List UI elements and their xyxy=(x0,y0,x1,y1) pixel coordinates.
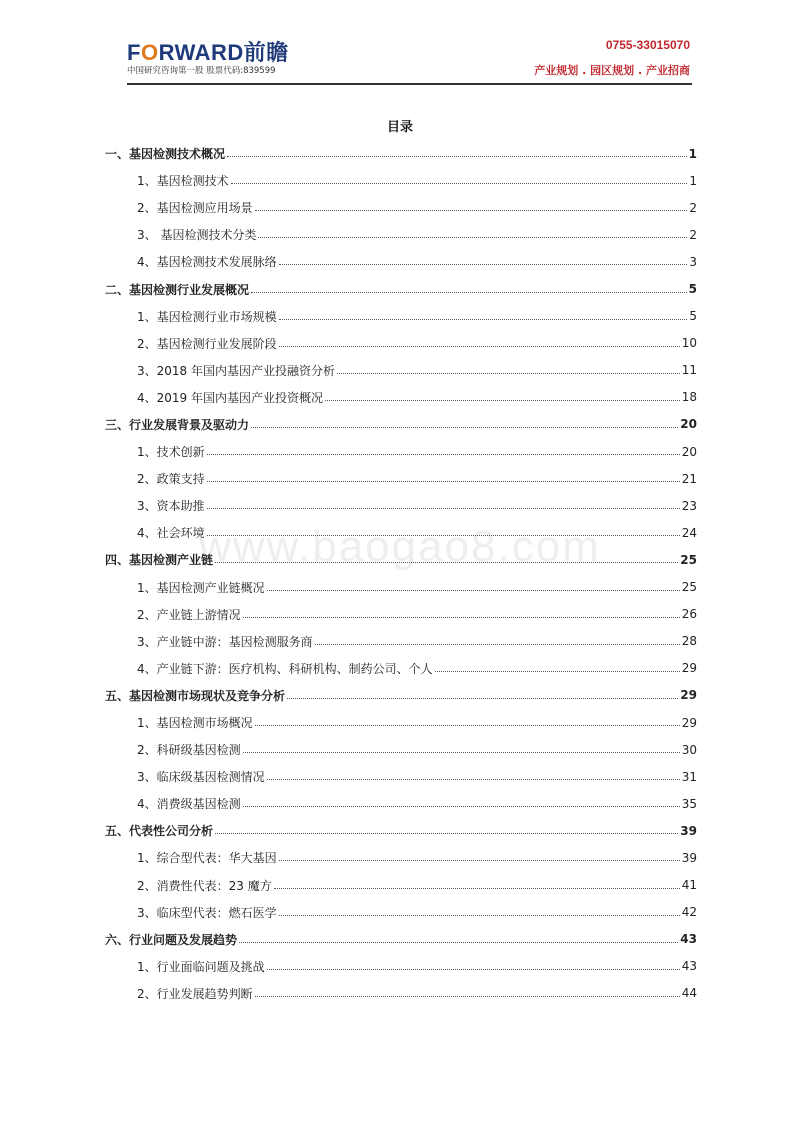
toc-dot-leader xyxy=(227,156,687,157)
toc-page-number: 41 xyxy=(681,878,697,893)
toc-section-entry[interactable] xyxy=(105,628,697,655)
toc-page-number: 42 xyxy=(681,905,697,920)
toc-section-entry[interactable] xyxy=(105,736,697,763)
toc-entry-title: 3、临床型代表：燃石医学 xyxy=(137,905,277,920)
toc-dot-leader xyxy=(315,644,680,645)
toc-entry-title: 1、基因检测市场概况 xyxy=(137,716,253,731)
toc-dot-leader xyxy=(267,779,680,780)
toc-page-number: 21 xyxy=(681,471,697,486)
toc-dot-leader xyxy=(258,237,687,238)
toc-dot-leader xyxy=(435,671,680,672)
toc-dot-leader xyxy=(251,427,678,428)
toc-page-number: 29 xyxy=(681,715,697,730)
toc-dot-leader xyxy=(279,346,680,347)
logo-subtitle: 中国研究咨询第一股 股票代码:839599 xyxy=(127,66,276,76)
toc-dot-leader xyxy=(267,590,680,591)
toc-entry-title: 4、社会环境 xyxy=(137,526,205,541)
toc-dot-leader xyxy=(279,319,688,320)
toc-page-number: 3 xyxy=(689,254,697,269)
toc-section-entry[interactable] xyxy=(105,357,697,384)
table-of-contents xyxy=(105,140,697,1007)
toc-entry-title: 1、基因检测产业链概况 xyxy=(137,580,265,595)
toc-entry-title: 1、综合型代表：华大基因 xyxy=(137,851,277,866)
toc-page-number: 39 xyxy=(681,850,697,865)
toc-page-number: 1 xyxy=(689,173,697,188)
toc-entry-title: 六、行业问题及发展趋势 xyxy=(105,932,238,947)
toc-dot-leader xyxy=(239,942,678,943)
toc-dot-leader xyxy=(279,915,680,916)
toc-dot-leader xyxy=(243,806,680,807)
toc-chapter-entry[interactable] xyxy=(105,140,697,167)
toc-entry-title: 2、产业链上游情况 xyxy=(137,607,241,622)
toc-page-number: 28 xyxy=(681,634,697,649)
toc-section-entry[interactable] xyxy=(105,248,697,275)
toc-page-number: 31 xyxy=(681,769,697,784)
toc-page-number: 2 xyxy=(689,200,697,215)
toc-page-number: 44 xyxy=(681,986,697,1001)
toc-entry-title: 3、临床级基因检测情况 xyxy=(137,770,265,785)
toc-entry-title: 2、行业发展趋势判断 xyxy=(137,986,253,1001)
toc-page-number: 10 xyxy=(681,336,697,351)
toc-dot-leader xyxy=(243,617,680,618)
toc-dot-leader xyxy=(215,833,678,834)
toc-section-entry[interactable] xyxy=(105,953,697,980)
toc-entry-title: 2、科研级基因检测 xyxy=(137,743,241,758)
toc-dot-leader xyxy=(267,969,680,970)
toc-section-entry[interactable] xyxy=(105,465,697,492)
toc-section-entry[interactable] xyxy=(105,790,697,817)
toc-entry-title: 2、基因检测行业发展阶段 xyxy=(137,336,277,351)
toc-chapter-entry[interactable] xyxy=(105,411,697,438)
toc-entry-title: 4、产业链下游：医疗机构、科研机构、制药公司、个人 xyxy=(137,661,433,676)
toc-dot-leader xyxy=(243,752,680,753)
toc-section-entry[interactable] xyxy=(105,167,697,194)
toc-entry-title: 四、基因检测产业链 xyxy=(105,553,214,568)
header-divider xyxy=(127,83,692,85)
toc-entry-title: 2、基因检测应用场景 xyxy=(137,201,253,216)
toc-section-entry[interactable] xyxy=(105,574,697,601)
toc-section-entry[interactable] xyxy=(105,709,697,736)
toc-entry-title: 2、政策支持 xyxy=(137,472,205,487)
toc-dot-leader xyxy=(255,725,680,726)
toc-page-number: 29 xyxy=(680,688,697,703)
toc-chapter-entry[interactable] xyxy=(105,926,697,953)
toc-section-entry[interactable] xyxy=(105,980,697,1007)
toc-page-number: 23 xyxy=(681,498,697,513)
toc-page-number: 35 xyxy=(681,796,697,811)
toc-page-number: 29 xyxy=(681,661,697,676)
toc-section-entry[interactable] xyxy=(105,303,697,330)
toc-section-entry[interactable] xyxy=(105,330,697,357)
toc-page-number: 43 xyxy=(680,932,697,947)
toc-dot-leader xyxy=(279,860,680,861)
toc-entry-title: 3、2018 年国内基因产业投融资分析 xyxy=(137,363,335,378)
toc-dot-leader xyxy=(255,210,688,211)
toc-entry-title: 1、基因检测技术 xyxy=(137,174,229,189)
toc-section-entry[interactable] xyxy=(105,899,697,926)
forward-logo: FORWARD前瞻 xyxy=(127,40,289,65)
toc-section-entry[interactable] xyxy=(105,872,697,899)
toc-entry-title: 三、行业发展背景及驱动力 xyxy=(105,417,250,432)
toc-entry-title: 3、 基因检测技术分类 xyxy=(137,228,257,243)
toc-entry-title: 3、资本助推 xyxy=(137,499,205,514)
toc-entry-title: 3、产业链中游：基因检测服务商 xyxy=(137,634,313,649)
toc-dot-leader xyxy=(207,454,680,455)
toc-page-number: 11 xyxy=(681,363,697,378)
toc-dot-leader xyxy=(215,562,678,563)
toc-chapter-entry[interactable] xyxy=(105,682,697,709)
toc-entry-title: 五、基因检测市场现状及竞争分析 xyxy=(105,688,286,703)
page-header xyxy=(0,0,800,90)
toc-page-number: 25 xyxy=(680,552,697,567)
toc-section-entry[interactable] xyxy=(105,194,697,221)
toc-entry-title: 4、2019 年国内基因产业投资概况 xyxy=(137,390,323,405)
toc-dot-leader xyxy=(207,481,680,482)
toc-entry-title: 4、基因检测技术发展脉络 xyxy=(137,255,277,270)
toc-dot-leader xyxy=(287,698,678,699)
toc-page-number: 43 xyxy=(681,959,697,974)
toc-dot-leader xyxy=(207,535,680,536)
toc-entry-title: 4、消费级基因检测 xyxy=(137,797,241,812)
toc-section-entry[interactable] xyxy=(105,601,697,628)
toc-dot-leader xyxy=(255,996,680,997)
toc-page-number: 26 xyxy=(681,607,697,622)
toc-page-number: 30 xyxy=(681,742,697,757)
toc-title: 目录 xyxy=(386,120,413,135)
toc-page-number: 2 xyxy=(689,227,697,242)
toc-dot-leader xyxy=(337,373,680,374)
toc-entry-title: 1、行业面临问题及挑战 xyxy=(137,959,265,974)
toc-section-entry[interactable] xyxy=(105,763,697,790)
toc-page-number: 18 xyxy=(681,390,697,405)
toc-section-entry[interactable] xyxy=(105,655,697,682)
toc-page-number: 20 xyxy=(680,417,697,432)
toc-dot-leader xyxy=(274,888,680,889)
toc-page-number: 5 xyxy=(689,309,697,324)
toc-entry-title: 二、基因检测行业发展概况 xyxy=(105,282,250,297)
toc-entry-title: 2、消费性代表：23 魔方 xyxy=(137,878,272,893)
toc-page-number: 5 xyxy=(688,282,697,297)
toc-entry-title: 1、技术创新 xyxy=(137,445,205,460)
toc-page-number: 20 xyxy=(681,444,697,459)
toc-dot-leader xyxy=(279,264,688,265)
toc-page-number: 1 xyxy=(688,146,697,161)
watermark: www.baogao8.com xyxy=(199,522,601,571)
toc-chapter-entry[interactable] xyxy=(105,817,697,844)
toc-entry-title: 五、代表性公司分析 xyxy=(105,824,214,839)
toc-chapter-entry[interactable] xyxy=(105,275,697,302)
toc-chapter-entry[interactable] xyxy=(105,546,697,573)
phone-number: 0755-33015070 xyxy=(605,38,690,52)
toc-entry-title: 一、基因检测技术概况 xyxy=(105,147,226,162)
toc-dot-leader xyxy=(251,292,687,293)
toc-page-number: 39 xyxy=(680,823,697,838)
toc-section-entry[interactable] xyxy=(105,221,697,248)
toc-dot-leader xyxy=(325,400,680,401)
toc-dot-leader xyxy=(207,508,680,509)
toc-section-entry[interactable] xyxy=(105,519,697,546)
toc-section-entry[interactable] xyxy=(105,844,697,871)
toc-section-entry[interactable] xyxy=(105,492,697,519)
toc-section-entry[interactable] xyxy=(105,438,697,465)
toc-section-entry[interactable] xyxy=(105,384,697,411)
toc-page-number: 24 xyxy=(681,525,697,540)
toc-entry-title: 1、基因检测行业市场规模 xyxy=(137,309,277,324)
header-slogan: 产业规划 . 园区规划 . 产业招商 xyxy=(534,64,690,77)
toc-page-number: 25 xyxy=(681,580,697,595)
toc-dot-leader xyxy=(231,183,688,184)
